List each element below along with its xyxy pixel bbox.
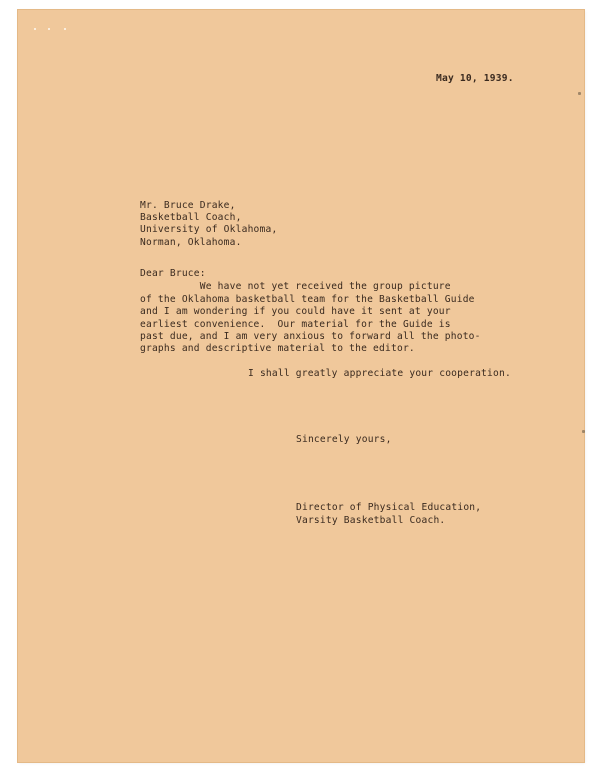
- body-line: of the Oklahoma basketball team for the Basketball Guide: [140, 294, 475, 305]
- paper-speck: [64, 28, 66, 30]
- paper-speck: [34, 28, 36, 30]
- paper-speck: [582, 430, 585, 433]
- recipient-city: Norman, Oklahoma.: [140, 237, 242, 248]
- paper-speck: [578, 92, 581, 95]
- signature-line-1: Director of Physical Education,: [296, 502, 482, 513]
- body-line: graphs and descriptive material to the editor.: [140, 343, 415, 354]
- signoff: Sincerely yours,: [296, 434, 392, 445]
- recipient-title: Basketball Coach,: [140, 212, 242, 223]
- body-line: past due, and I am very anxious to forward all the photo-: [140, 331, 481, 342]
- closing-sentence: I shall greatly appreciate your cooperation.: [248, 368, 511, 379]
- recipient-organization: University of Oklahoma,: [140, 224, 278, 235]
- letter-page: [18, 10, 584, 762]
- signature-line-2: Varsity Basketball Coach.: [296, 515, 446, 526]
- salutation: Dear Bruce:: [140, 268, 206, 279]
- body-line: earliest convenience. Our material for the Guide is: [140, 319, 451, 330]
- body-line: and I am wondering if you could have it sent at your: [140, 306, 451, 317]
- paper-speck: [48, 28, 50, 30]
- body-line: We have not yet received the group picture: [140, 281, 451, 292]
- letter-date: May 10, 1939.: [436, 73, 514, 84]
- recipient-name: Mr. Bruce Drake,: [140, 200, 236, 211]
